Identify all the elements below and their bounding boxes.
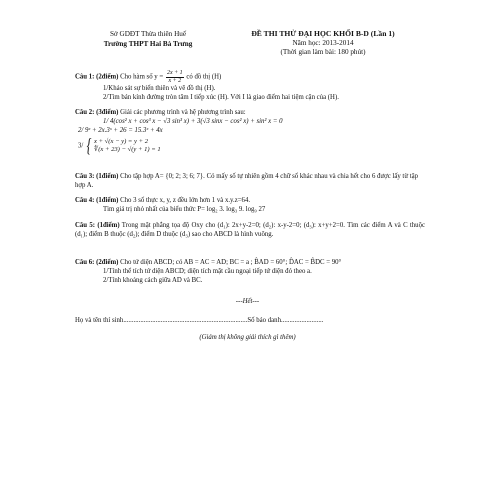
- question-6-part-2: 2/Tính khoảng cách giữa AD và BC.: [103, 277, 203, 284]
- question-2-part-1: 1/ 4(cos² x + cos³ x − √3 sin³ x) + 3(√3 sinx − cos² x) + sin² x = 0: [103, 118, 283, 125]
- school-name: Trường THPT Hai Bà Trưng: [103, 40, 193, 48]
- question-4-label: Câu 4: (1điểm): [75, 197, 119, 204]
- system-line-2: ∜(x + 23) − √(y + 1) = 1: [94, 146, 161, 153]
- question-1-part-2: 2/Tìm bán kính đường tròn tâm I tiếp xúc (H). Với I là giao điểm hai tiệm cận của (H).: [103, 94, 339, 101]
- question-1: [75, 70, 425, 102]
- question-6-part-1: 1/Tính thể tích tứ diện ABCD; diện tích mặt cầu ngoại tiếp tứ diện đó theo a.: [103, 268, 312, 275]
- header-right: [228, 29, 418, 58]
- question-6: [75, 258, 425, 285]
- fraction-numerator: 2x + 1: [166, 70, 183, 76]
- question-3-text: Cho tập hợp A= {0; 2; 3; 6; 7}. Có mấy số tự nhiên gồm 4 chữ số khác nhau và chia hết cho 6 được lấy từ tập hợp A.: [75, 173, 419, 189]
- proctor-note: (Giám thị không giải thích gì thêm): [199, 334, 296, 341]
- fraction-denominator: x + 2: [168, 77, 182, 84]
- question-5-label: Câu 5: (1điểm): [75, 222, 120, 229]
- brace-glyph: {: [86, 135, 92, 157]
- equation-system: [85, 136, 161, 156]
- question-1-text-a: Cho hàm số y =: [120, 73, 164, 81]
- candidate-info-line: Họ và tên thí sinh.........................................................................Số báo danh.........................: [75, 317, 324, 324]
- question-2: [75, 108, 425, 156]
- end-marker: ---Hết---: [235, 298, 260, 305]
- question-6-text: Cho tứ diện ABCD; có AB = AC = AD; BC = a ; B̂AD = 60°; D̂AC = B̂DC = 90°: [120, 259, 342, 266]
- question-6-label: Câu 6: (2điểm): [75, 259, 119, 266]
- school-year: Năm học: 2013-2014: [292, 38, 354, 47]
- question-4-text: Cho 3 số thực x, y, z đều lớn hơn 1 và x.y.z=64.: [120, 197, 251, 204]
- question-2-part-3: [75, 136, 425, 156]
- question-1-stem: [75, 70, 425, 84]
- question-3: [75, 172, 425, 190]
- question-5: [75, 221, 425, 239]
- question-1-label: Câu 1: (2điểm): [75, 73, 119, 81]
- question-4-part-1: Tìm giá trị nhỏ nhất của biểu thức P= log₂ 3. log₃ 9. log₉ 27: [103, 206, 266, 213]
- exam-duration: (Thời gian làm bài: 180 phút): [280, 48, 366, 56]
- system-line-1: x + √(x − y) = y + 2: [94, 137, 148, 145]
- question-2-stem: [75, 108, 425, 117]
- question-2-text: Giải các phương trình và hệ phương trình sau:: [120, 109, 246, 116]
- question-2-part-2: 2/ 9ˣ + 2x.3ˣ + 26 = 15.3ˣ + 4x: [78, 127, 163, 134]
- exam-title: ĐỀ THI THỬ ĐẠI HỌC KHỐI B-D (Lần 1): [251, 29, 395, 38]
- question-1-text-b: có đồ thị (H): [186, 73, 222, 81]
- header-left: [78, 29, 218, 49]
- question-1-part-1: 1/Khảo sát sự biến thiên và vẽ đồ thị (H).: [103, 85, 216, 92]
- question-5-text: Trong mặt phẳng tọa độ Oxy cho (d₁): 2x+y-2=0; (d₂): x-y-2=0; (d₃): x+y+2=0. Tìm các điểm A và C thuộc (d₁); điểm B thuộc (d₂); điểm D thuộc (d₃) sao cho ABCD là hình vuông.: [75, 222, 425, 238]
- question-2-label: Câu 2: (3điểm): [75, 109, 119, 116]
- question-3-label: Câu 3: (1điểm): [75, 173, 119, 180]
- department-name: Sở GDĐT Thừa thiên Huế: [109, 30, 187, 38]
- function-fraction: [166, 70, 184, 84]
- question-2-part-3-prefix: 3/: [78, 142, 84, 150]
- question-4: [75, 196, 425, 214]
